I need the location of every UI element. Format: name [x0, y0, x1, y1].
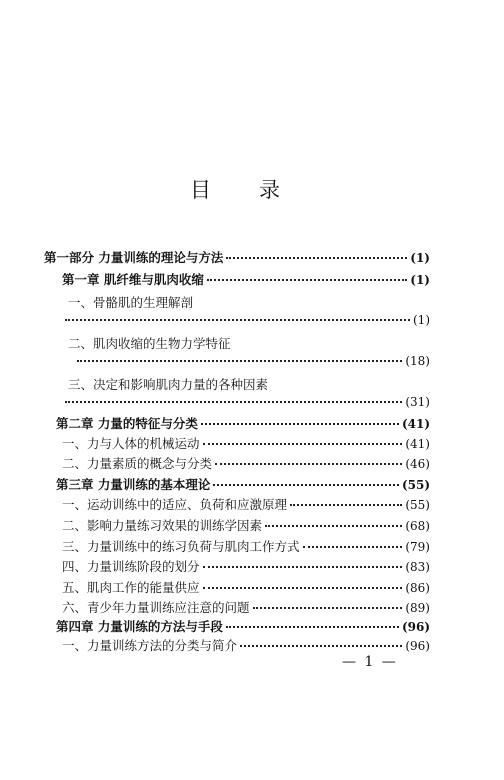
toc-entry-section [68, 375, 268, 393]
leader-dots [201, 423, 399, 425]
toc-entry-section [62, 495, 430, 513]
toc-entry-text: 第二章 力量的特征与分类 [56, 416, 198, 431]
toc-entry-section [62, 636, 430, 654]
toc-entry-page: (89) [405, 601, 430, 615]
toc-entry-text: 第三章 力量训练的基本理论 [56, 477, 211, 492]
toc-entry-section [62, 598, 430, 616]
leader-dots [290, 504, 402, 506]
toc-entry-page: (41) [401, 417, 430, 431]
toc-entry-section [62, 578, 430, 596]
toc-entry-page: (1) [410, 251, 430, 265]
leader-dots [207, 279, 407, 281]
toc-entry-text: 第一章 肌纤维与肌肉收缩 [62, 272, 204, 287]
toc-entry-text: 三、力量训练中的练习负荷与肌肉工作方式 [62, 539, 300, 554]
toc-entry-page: (96) [401, 620, 430, 634]
leader-dots [203, 443, 403, 445]
toc-entry-page: (68) [405, 519, 430, 533]
toc-entry-text: 五、肌肉工作的能量供应 [62, 580, 200, 595]
leader-dots [65, 319, 410, 321]
toc-entry-continuation [74, 354, 430, 368]
leader-dots [226, 626, 399, 628]
toc-entry-page: (55) [401, 478, 430, 492]
toc-entry-page: (83) [405, 560, 430, 574]
toc-entry-chapter-1 [62, 270, 430, 288]
toc-entry-section [62, 557, 430, 575]
leader-dots [265, 525, 402, 527]
toc-entry-text: 一、力与人体的机械运动 [62, 436, 200, 451]
leader-dots [215, 463, 402, 465]
toc-entry-page: (55) [405, 498, 430, 512]
toc-entry-page: (31) [405, 395, 430, 409]
leader-dots [253, 607, 403, 609]
leader-dots [203, 566, 403, 568]
toc-entry-text: 一、骨骼肌的生理解剖 [68, 295, 194, 310]
toc-entry-page: (1) [413, 313, 430, 327]
toc-entry-section [68, 334, 231, 352]
toc-entry-page: (46) [405, 457, 430, 471]
toc-entry-text: 一、力量训练方法的分类与简介 [62, 638, 238, 653]
leader-dots [65, 401, 402, 403]
page-number: — 1 — [342, 654, 398, 670]
toc-entry-text: 第四章 力量训练的方法与手段 [56, 619, 223, 634]
toc-entry-continuation [62, 395, 430, 409]
toc-entry-part-1 [44, 248, 430, 266]
toc-entry-text: 六、青少年力量训练应注意的问题 [62, 600, 250, 615]
toc-entry-text: 二、力量素质的概念与分类 [62, 456, 213, 471]
toc-entry-chapter-4 [56, 617, 430, 635]
leader-dots [203, 587, 403, 589]
toc-entry-chapter-3 [56, 475, 430, 493]
toc-entry-text: 二、影响力量练习效果的训练学因素 [62, 518, 263, 533]
toc-entry-chapter-2 [56, 414, 430, 432]
leader-dots [213, 484, 399, 486]
toc-entry-text: 第一部分 力量训练的理论与方法 [44, 250, 224, 265]
toc-entry-section [62, 537, 430, 555]
toc-entry-text: 三、决定和影响肌肉力量的各种因素 [68, 377, 269, 392]
leader-dots [226, 257, 407, 259]
toc-title [190, 174, 280, 204]
toc-entry-section [62, 434, 430, 452]
toc-entry-text: 一、运动训练中的适应、负荷和应激原理 [62, 497, 288, 512]
toc-title-char-1: 目 [190, 178, 211, 202]
toc-entry-page: (86) [405, 581, 430, 595]
toc-entry-continuation [62, 313, 430, 327]
toc-entry-page: (96) [405, 639, 430, 653]
leader-dots [240, 645, 402, 647]
toc-entry-page: (18) [405, 354, 430, 368]
toc-entry-text: 四、力量训练阶段的划分 [62, 559, 200, 574]
toc-entry-page: (79) [405, 540, 430, 554]
toc-entry-section [62, 454, 430, 472]
toc-entry-section [68, 293, 193, 311]
toc-title-char-2: 录 [259, 178, 280, 202]
toc-entry-page: (41) [405, 437, 430, 451]
leader-dots [77, 360, 402, 362]
toc-entry-page: (1) [410, 273, 430, 287]
toc-entry-text: 二、肌肉收缩的生物力学特征 [68, 336, 231, 351]
toc-entry-section [62, 516, 430, 534]
leader-dots [303, 546, 403, 548]
